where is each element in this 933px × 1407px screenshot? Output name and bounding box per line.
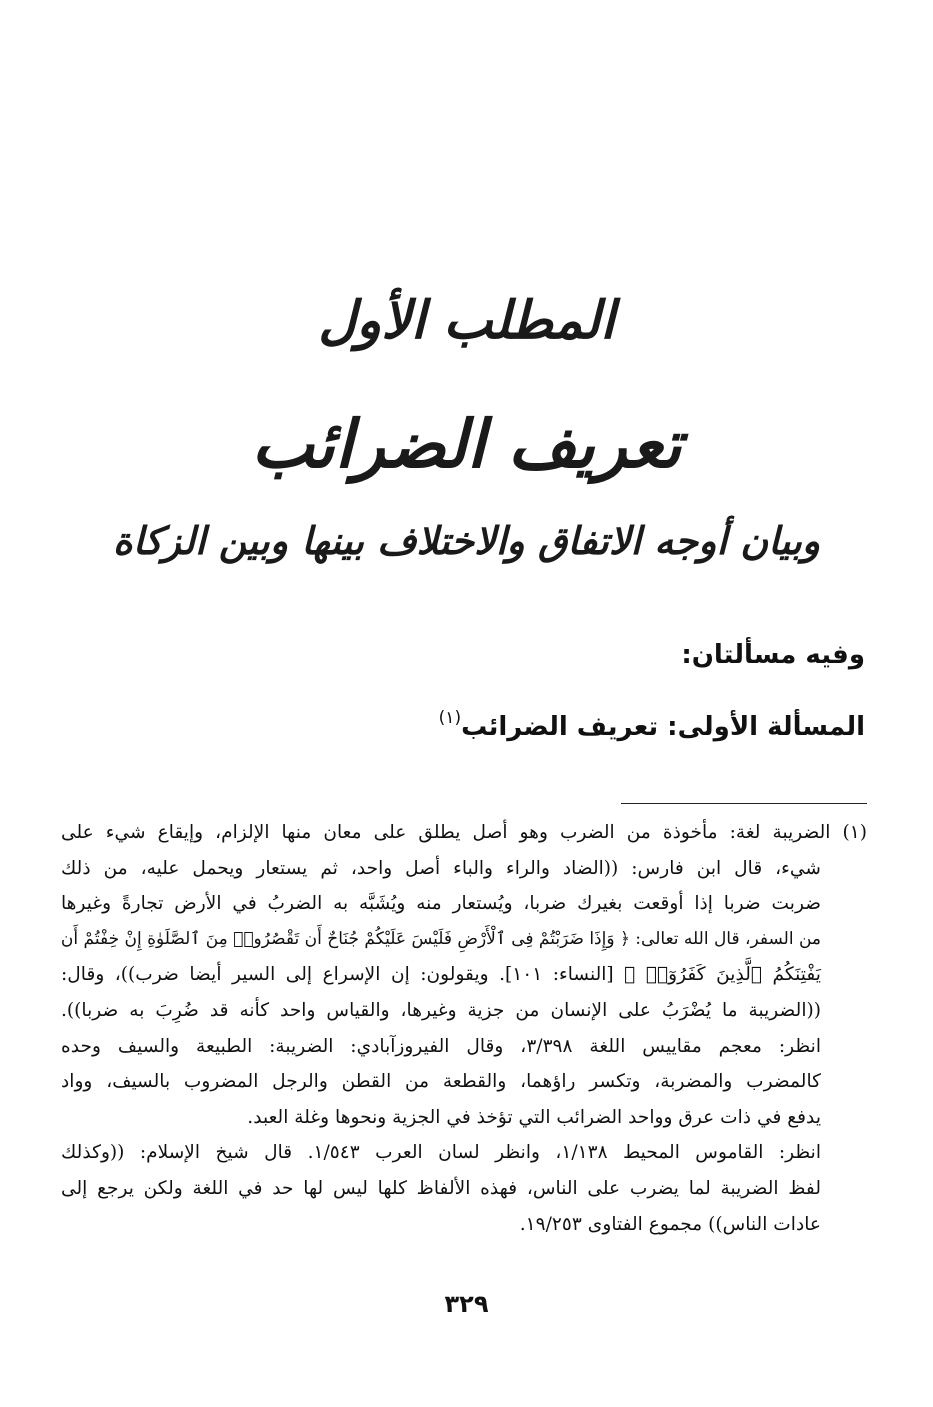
footnote-line: (١) الضريبة لغة: مأخوذة من الضرب وهو أصل يطلق على معان منها الإلزام، وإيقاع شيء على — [61, 822, 867, 843]
question-heading — [439, 708, 865, 742]
topic-subtitle: وبيان أوجه الاتفاق والاختلاف بينها وبين الزكاة — [112, 518, 821, 563]
footnote-line: يدفع في ذات عرق وواحد الضرائب التي تؤخذ في الجزية ونحوها وغلة العبد. — [247, 1106, 821, 1128]
footnote-separator — [621, 803, 867, 804]
footnote-line: كالمضرب والمضربة، وتكسر راؤهما، والقطعة من القطن والرجل المضروب بالسيف، وواد — [61, 1071, 821, 1093]
footnote-line: من السفر، قال الله تعالى: ﴿ وَإِذَا ضَرَبْتُمْ فِى ٱلْأَرْضِ فَلَيْسَ عَلَيْكُمْ جُنَاحٌ أَن تَقْصُرُوا۟ مِنَ ٱلصَّلَوٰةِ إِنْ خِفْتُمْ أَن — [61, 928, 821, 949]
footnote-line: انظر: معجم مقاييس اللغة ٣/٣٩٨، وقال الفيروزآبادي: الضريبة: الطبيعة والسيف وحده — [61, 1035, 821, 1057]
topic-title: تعريف الضرائب — [251, 405, 682, 483]
footnote-line: ضربت ضربا إذا أوقعت بغيرك ضربا، ويُستعار منه ويُشَبَّه به الضربُ في الأرض تجارةً وغيرها — [61, 893, 821, 915]
section-intro: وفيه مسألتان: — [681, 640, 865, 670]
page-number: ٣٢٩ — [444, 1290, 489, 1318]
footnote-line: يَفْتِنَكُمُ ٱلَّذِينَ كَفَرُوٓا۟ ﴾ [النساء: ١٠١]. ويقولون: إن الإسراع إلى السير أيضا ضرب))، وقال: — [61, 964, 821, 986]
footnote-line: لفظ الضريبة لما يضرب على الناس، فهذه الألفاظ كلها ليس لها حد في اللغة ولكن يرجع إلى — [61, 1177, 821, 1199]
footnote-block — [61, 815, 867, 1242]
footnote-line: انظر: القاموس المحيط ١/١٣٨، وانظر لسان العرب ١/٥٤٣. قال شيخ الإسلام: ((وكذلك — [61, 1142, 821, 1164]
footnote-line: ((الضريبة ما يُضْرَبُ على الإنسان من جزية وغيرها، والقياس واحد كأنه قد ضُرِبَ به ضربا)). — [61, 999, 821, 1021]
footnote-line: شيء، قال ابن فارس: ((الضاد والراء والباء أصل واحد، ثم يستعار ويحمل عليه، من ذلك — [61, 857, 821, 879]
footnote-line: عادات الناس)) مجموع الفتاوى ١٩/٢٥٣. — [519, 1213, 821, 1235]
chapter-heading: المطلب الأول — [318, 290, 615, 351]
question-label: المسألة الأولى: تعريف الضرائب — [461, 712, 865, 742]
footnote-reference: (١) — [438, 708, 462, 728]
